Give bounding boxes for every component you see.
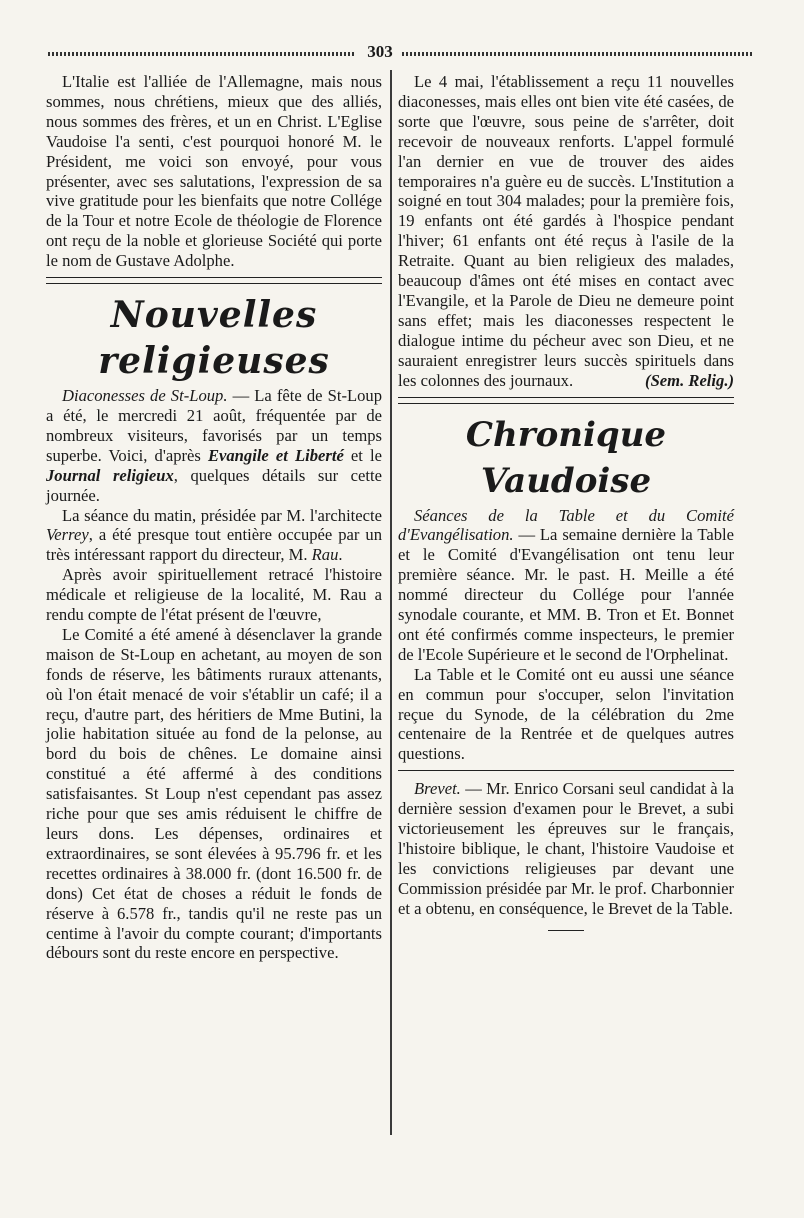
article-title-brevet: Brevet. [414,779,461,799]
right-column [398,72,734,939]
header-ornament-right [402,52,754,56]
journal-name-religieux: Journal religieux [46,465,174,485]
article-title-seances: Séances de la Table et du Comité d'Evangélisation. [398,505,734,545]
journal-name-evangile: Evangile et Liberté [207,445,344,465]
article-st-loup-continued: Le 4 mai, l'établissement a reçu 11 nouvelles diaconesses, mais elles ont bien vite été casées, de sorte que l'œuvre, sous peine de s'arrêter, doit recevoir de nouveaux renforts. L'appel formulé l'an dernier en vue de trouver des aides temporaires n'a guère eu de succès. L'Institution a soigné en tout 304 malades; pour la première fois, 19 enfants ont été gardés à l'hospice pendant l'hiver; 61 enfants ont été reçus à l'asile de la Retraite. Quant au bien religieux des malades, beaucoup d'âmes ont été mises en contact avec l'Evangile, et la Parole de Dieu ne demeure point sans effet; mais les diaconesses respectent le dialogue intime du pécheur avec son Dieu, et ne sauraient enregistrer leurs succès spirituels dans les colonnes des journaux. (Sem. Relig.) [398,72,734,390]
left-column [46,72,382,963]
article-st-loup-p2: La séance du matin, présidée par M. l'architecte Verrey, a été presque tout entière occupée par un très intéressant rapport du directeur, M. Rau. [46,505,382,565]
article-seances-p1: Séances de la Table et du Comité d'Evangélisation. — La semaine dernière la Table et le Comité d'Evangélisation ont tenu leur première séance. Mr. le past. H. Meille a été nommé directeur du Collége pour l'année synodale courante, et MM. B. Tron et Et. Bonnet ont été confirmés comme inspecteurs, le premier de l'Ecole Supérieure et le second de l'Orphelinat. [398,505,734,664]
article-st-loup-p3: Après avoir spirituellement retracé l'histoire médicale et religieuse de la localité, M. Rau a rendu compte de l'état présent de l'œuvre, [46,565,382,625]
source-citation: (Sem. Relig.) [645,370,734,390]
section-heading-chronique-vaudoise: Chronique Vaudoise [465,414,667,501]
page-number: 303 [367,42,393,61]
column-divider [390,70,392,1135]
page-header [48,38,754,68]
header-ornament-left [48,52,356,56]
article-title-diaconesses: Diaconesses de St-Loup. [62,386,228,406]
end-dash [398,923,734,939]
section-heading-nouvelles-religieuses: Nouvelles religieuses [98,294,330,383]
article-st-loup-p1: Diaconesses de St-Loup. — La fête de St-Loup a été, le mercredi 21 août, fréquentée par de nombreux visiteurs, favorisés par un temps superbe. Voici, d'après Evangile et Liberté et le Journal religieux, quelques détails sur cette journée. [46,386,382,505]
section-rule-right [398,397,734,404]
intro-paragraph: L'Italie est l'alliée de l'Allemagne, mais nous sommes, nous chrétiens, mieux que des alliés, nous sommes des frères, et un en Christ. L'Eglise Vaudoise l'a senti, c'est pourquoi honoré M. le Président, me voici son envoyé, pour vous présenter, avec ses salutations, l'expression de sa vive gratitude pour les bienfaits que notre Collége de la Tour et notre Ecole de théologie de Florence ont reçu de la noble et glorieuse Société qui porte le nom de Gustave Adolphe. [46,72,382,271]
article-st-loup-p4: Le Comité a été amené à désenclaver la grande maison de St-Loup en achetant, au moyen de son fonds de réserve, les bâtiments ruraux attenants, où l'on était menacé de voir s'établir un café; il a reçu, d'autre part, des héritiers de Mme Butini, la jolie habitation située au fond de la pelonse, au bord du bois de chênes. Le domaine ainsi constitué a été affermé à des conditions satisfaisantes. St Loup n'est cependant pas assez riche pour que ses amis réduisent le chiffre de leurs dons. Les dépenses, ordinaires et extraordinaires, se sont élevées à 95.796 fr. et les recettes ordinaires à 38.000 fr. (dont 16.500 fr. de dons) Cet état de choses a réduit le fonds de réserve à 6.578 fr., tandis qu'il ne reste pas un centime à l'avoir du compte courant; d'importants débours sont du reste encore en perspective. [46,624,382,963]
article-separator [398,770,734,771]
article-brevet: Brevet. — Mr. Enrico Corsani seul candidat à la dernière session d'examen pour le Brevet, a subi victorieusement les épreuves sur le français, l'histoire biblique, le chant, l'histoire Vaudoise et les convictions religieuses par devant une Commission présidée par Mr. le prof. Charbonnier et a obtenu, en conséquence, le Brevet de la Table. [398,779,734,918]
section-rule [46,277,382,284]
article-seances-p2: La Table et le Comité ont eu aussi une séance en commun pour s'occuper, selon l'invitation reçue du Synode, de la célébration du 2me centenaire de la Rentrée et de quelques autres questions. [398,664,734,764]
